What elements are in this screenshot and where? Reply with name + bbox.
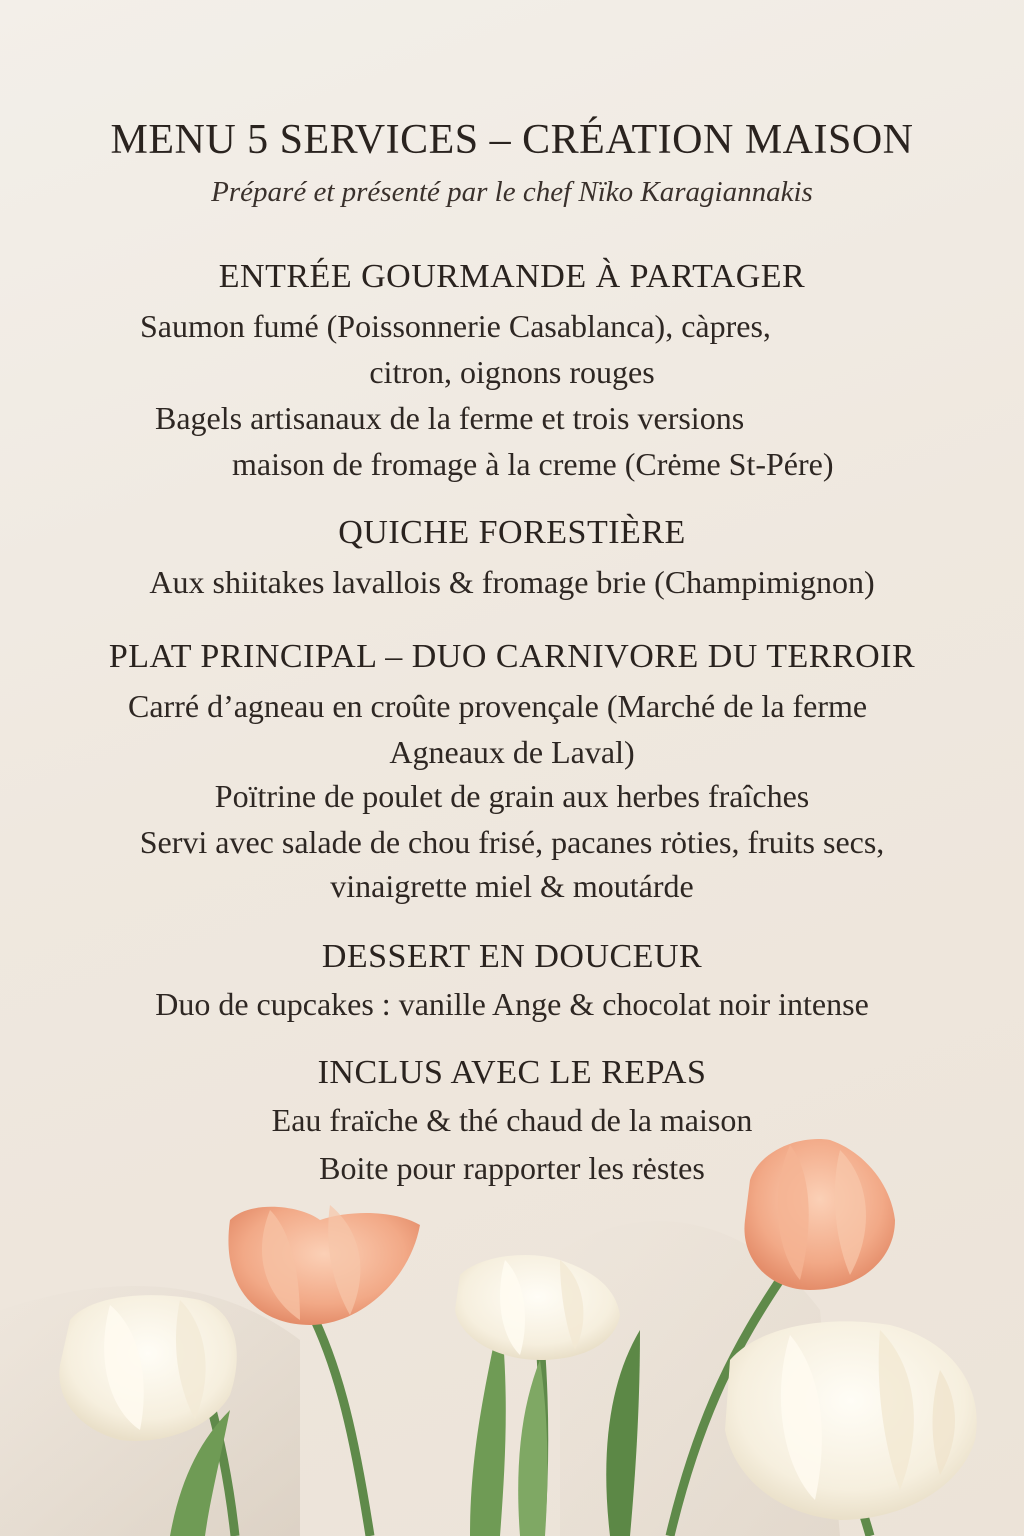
- inclus-line-1: Eau fraïche & thé chaud de la maison: [271, 1102, 753, 1138]
- menu-title: MENU 5 SERVICES – CRÉATION MAISON: [110, 117, 914, 163]
- entree-line-4: maison de fromage à la creme (Crėme St-Pére): [232, 446, 834, 482]
- plat-line-2: Agneaux de Laval): [389, 734, 635, 770]
- tulip-white-right: [725, 1321, 977, 1520]
- section-title-plat: PLAT PRINCIPAL – DUO CARNIVORE DU TERROIR: [108, 638, 916, 675]
- tulips-illustration: [0, 1110, 1024, 1536]
- tulip-leaf: [518, 1360, 547, 1536]
- plat-line-5: vinaigrette miel & moutárde: [330, 868, 694, 904]
- plat-line-1: Carré d’agneau en croûte provençale (Marché de la ferme: [128, 688, 868, 724]
- section-title-entree: ENTRÉE GOURMANDE À PARTAGER: [218, 258, 806, 295]
- section-title-dessert: DESSERT EN DOUCEUR: [321, 938, 703, 975]
- plat-line-3: Poïtrine de poulet de grain aux herbes fraîches: [214, 778, 810, 814]
- quiche-line-1: Aux shiitakes lavallois & fromage brie (Champimignon): [149, 564, 875, 600]
- chef-subtitle: Préparé et présenté par le chef Nïko Karagiannakis: [211, 176, 813, 208]
- entree-line-2: citron, oignons rouges: [369, 354, 655, 390]
- entree-line-3: Bagels artisanaux de la ferme et trois versions: [155, 400, 745, 436]
- tulip-peach-left: [228, 1205, 420, 1325]
- section-title-inclus: INCLUS AVEC LE REPAS: [317, 1054, 707, 1091]
- section-title-quiche: QUICHE FORESTIÈRE: [338, 514, 686, 551]
- dessert-line-1: Duo de cupcakes : vanille Ange & chocolat noir intense: [155, 986, 869, 1022]
- tulip-peach-right: [744, 1139, 895, 1290]
- tulip-stem: [310, 1310, 370, 1536]
- inclus-line-2: Boite pour rapporter les rėstes: [319, 1150, 705, 1186]
- entree-line-1: Saumon fumé (Poissonnerie Casablanca), càpres,: [140, 308, 771, 344]
- plat-line-4: Servi avec salade de chou frisé, pacanes rȯties, fruits secs,: [139, 824, 885, 860]
